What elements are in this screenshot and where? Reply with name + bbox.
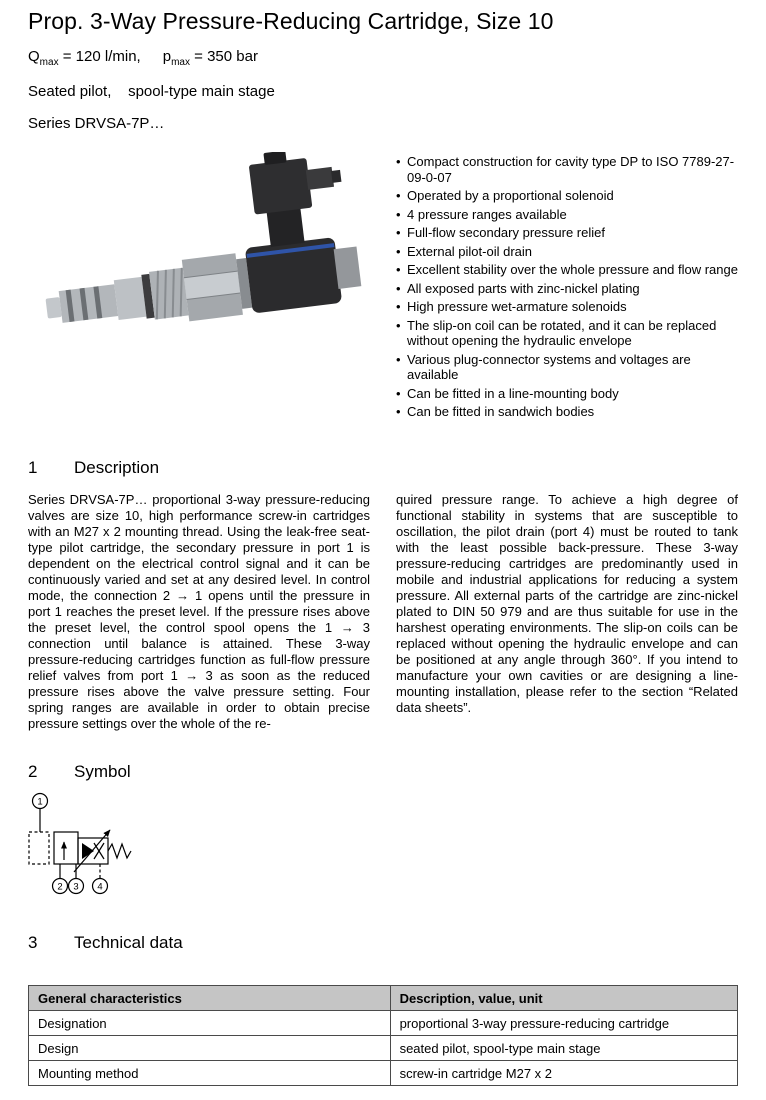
qmax-value: = 120 l/min, bbox=[58, 48, 141, 65]
qmax-subscript: max bbox=[39, 57, 59, 68]
table-header-row bbox=[29, 986, 738, 1011]
section-number: 2 bbox=[28, 762, 38, 781]
table-cell-value: screw-in cartridge M27 x 2 bbox=[390, 1061, 737, 1086]
port-1-label: 1 bbox=[37, 796, 43, 808]
feature-item: • The slip-on coil can be rotated, and it can be replaced without opening the hydraulic envelope bbox=[396, 318, 738, 349]
table-cell-characteristic: Mounting method bbox=[29, 1061, 391, 1086]
description-columns bbox=[28, 492, 738, 732]
description-column-right: quired pressure range. To achieve a high degree of functional stability in systems that are susceptible to oscillation, the pilot drain (port 4) must be routed to tank with the least possible back-pressure. These 3-way pressure-reducing cartridges are predominantly used in mobile and industrial applications for reducing a system pressure. All external parts of the cartridge are zinc-nickel plated to DIN 50 979 and are thus suitable for use in the harshest operating environments. The slip-on coils can be replaced without opening the hydraulic envelope and can be positioned at any angle through 360°. If you intend to manufacture your own cavities or are designing a line-mounting installation, please refer to the section “Related data sheets”. bbox=[396, 492, 738, 715]
section-heading-description bbox=[28, 458, 738, 478]
feature-item: • External pilot-oil drain bbox=[396, 244, 738, 260]
feature-item: • Operated by a proportional solenoid bbox=[396, 188, 738, 204]
section-heading-symbol bbox=[28, 762, 738, 782]
feature-item: • Can be fitted in a line-mounting body bbox=[396, 386, 738, 402]
feature-item: • Full-flow secondary pressure relief bbox=[396, 225, 738, 241]
series-line: Series DRVSA-7P… bbox=[28, 115, 165, 132]
table-cell-characteristic: Designation bbox=[29, 1011, 391, 1036]
mounting-thread bbox=[149, 268, 189, 320]
spring-symbol bbox=[108, 844, 131, 858]
table-row bbox=[29, 1011, 738, 1036]
section-heading-technical-data bbox=[28, 933, 738, 953]
port-2-label: 2 bbox=[57, 881, 63, 893]
hex-nut bbox=[182, 253, 243, 321]
cartridge-valve-illustration bbox=[28, 152, 372, 388]
feature-item: • High pressure wet-armature solenoids bbox=[396, 299, 738, 315]
hydraulic-symbol-drawing bbox=[24, 790, 174, 898]
hydraulic-symbol bbox=[24, 790, 738, 903]
pilot-dashed-box bbox=[29, 832, 49, 864]
table-cell-value: seated pilot, spool-type main stage bbox=[390, 1036, 737, 1061]
page-title: Prop. 3-Way Pressure-Reducing Cartridge, Size 10 bbox=[28, 8, 554, 34]
table-header-description-value-unit: Description, value, unit bbox=[390, 986, 737, 1011]
main-stage-box bbox=[54, 832, 78, 864]
table-header-general-characteristics: General characteristics bbox=[29, 986, 391, 1011]
port-3-label: 3 bbox=[73, 881, 79, 893]
section-title: Description bbox=[74, 458, 160, 477]
armature-tube-end bbox=[334, 246, 362, 289]
cable-gland bbox=[306, 167, 334, 190]
din-connector bbox=[248, 152, 349, 248]
spec-line bbox=[28, 48, 738, 68]
pilot-poppet-symbol bbox=[82, 843, 94, 859]
product-photo bbox=[28, 152, 396, 444]
table-cell-characteristic: Design bbox=[29, 1036, 391, 1061]
feature-item: • All exposed parts with zinc-nickel plating bbox=[396, 281, 738, 297]
section-title: Symbol bbox=[74, 762, 131, 781]
feature-item: • Various plug-connector systems and voltages are available bbox=[396, 352, 738, 383]
feature-item: • Excellent stability over the whole pressure and flow range bbox=[396, 262, 738, 278]
description-column-left: Series DRVSA-7P… proportional 3-way pressure-reducing valves are size 10, high performance screw-in cartridges with an M27 x 2 mounting thread. Using the leak-free seat-type pilot cartridge, the secondary pressure in port 1 is dependent on the electrical control signal and it can be continuously varied and set at any desired level. In control mode, the connection 2 → 1 opens until the pressure in port 1 reaches the preset level. If the pressure rises above the preset level, the control spool opens the 1 → 3 connection until balance is attained. These 3-way pressure-reducing cartridges function as full-flow pressure relief valves from port 1 → 3 as soon as the reduced pressure rises above the valve pressure setting. Four spring ranges are available in order to obtain precise pressure settings over the whole of the re- bbox=[28, 492, 370, 731]
solenoid-coil bbox=[245, 237, 342, 313]
media-row bbox=[28, 152, 738, 444]
qmax-symbol: Q bbox=[28, 48, 40, 65]
pmax-value: = 350 bar bbox=[189, 48, 258, 65]
cartridge-body bbox=[44, 274, 155, 331]
table-row bbox=[29, 1036, 738, 1061]
feature-list bbox=[396, 152, 738, 444]
technical-data-table bbox=[28, 985, 738, 1086]
section-number: 1 bbox=[28, 458, 38, 477]
feature-items bbox=[396, 154, 738, 420]
port-4-label: 4 bbox=[97, 881, 103, 893]
subtitle-line: Seated pilot, spool-type main stage bbox=[28, 83, 275, 100]
table-cell-value: proportional 3-way pressure-reducing cartridge bbox=[390, 1011, 737, 1036]
pmax-symbol: p bbox=[162, 48, 172, 65]
feature-item: • 4 pressure ranges available bbox=[396, 207, 738, 223]
feature-item: • Compact construction for cavity type DP to ISO 7789-27-09-0-07 bbox=[396, 154, 738, 185]
section-number: 3 bbox=[28, 933, 38, 952]
section-title: Technical data bbox=[74, 933, 183, 952]
table-row bbox=[29, 1061, 738, 1086]
feature-item: • Can be fitted in sandwich bodies bbox=[396, 404, 738, 420]
pmax-subscript: max bbox=[171, 57, 190, 68]
